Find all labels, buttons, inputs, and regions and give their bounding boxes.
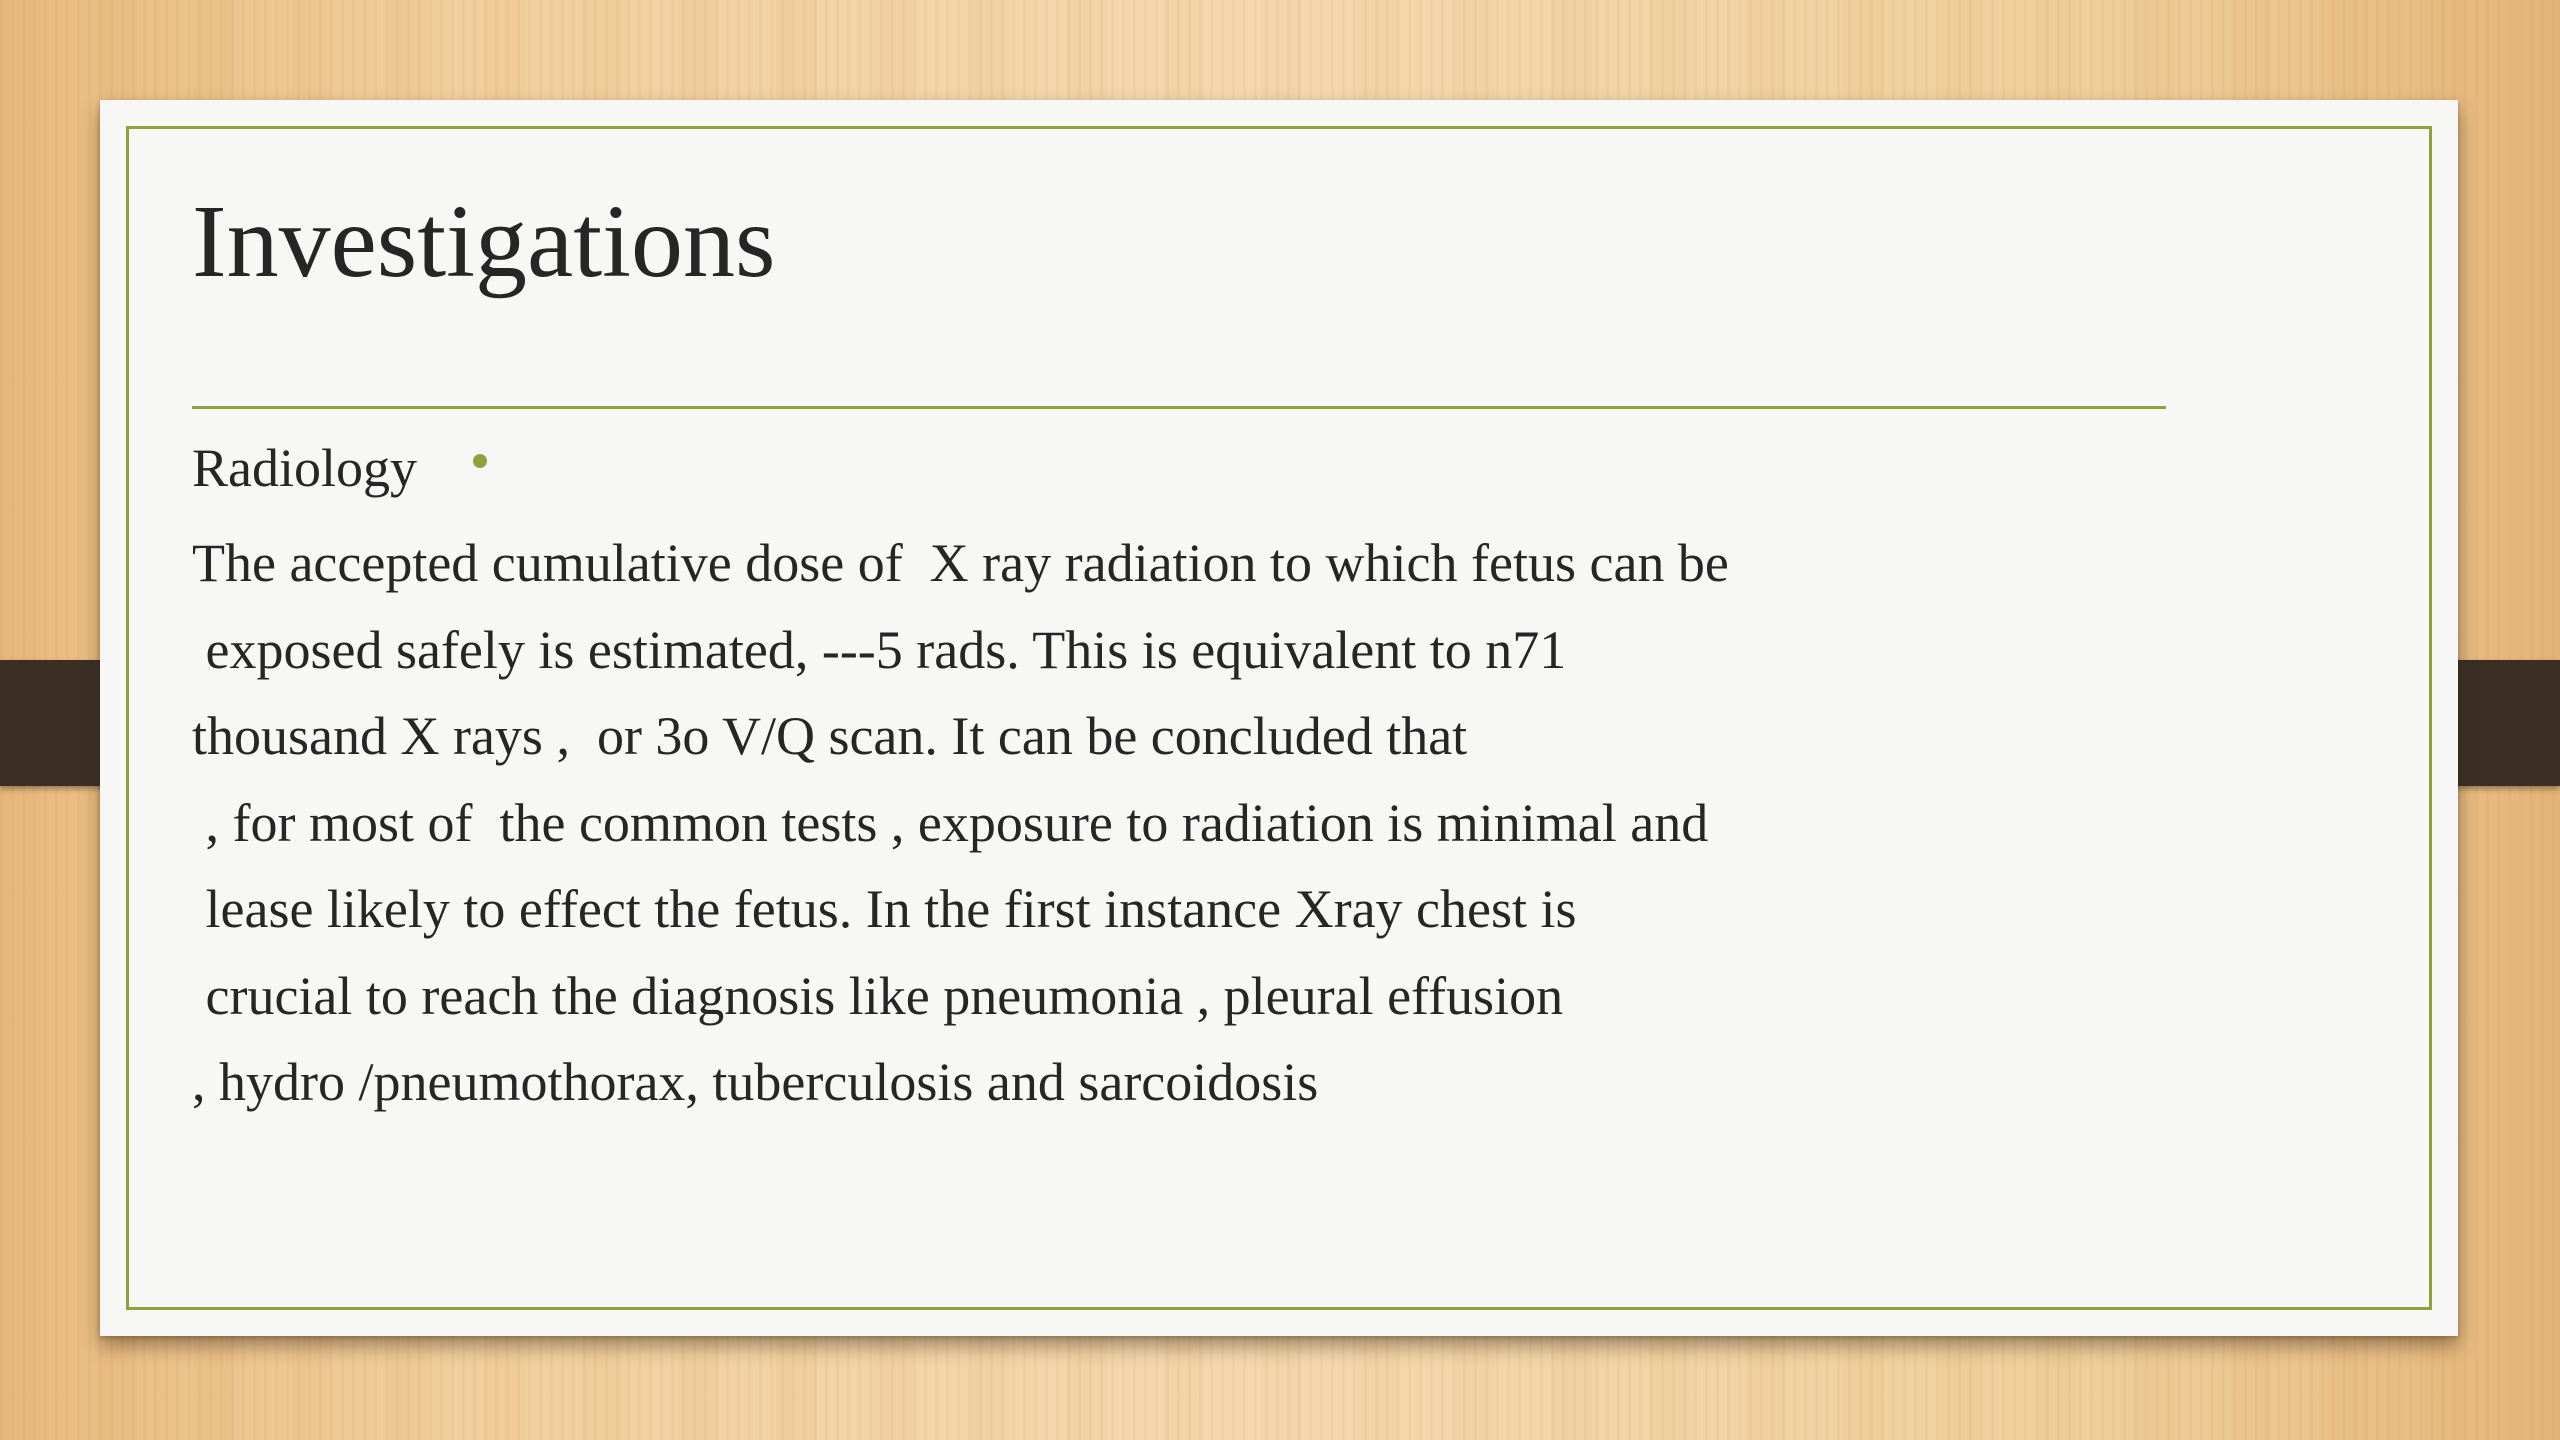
body-line: exposed safely is estimated, ---5 rads. This is equivalent to n71 <box>192 619 1567 680</box>
body-line: , hydro /pneumothorax, tuberculosis and sarcoidosis <box>192 1052 1319 1112</box>
subheading-text: Radiology <box>192 438 417 498</box>
slide-body <box>192 520 1729 1126</box>
title-divider <box>192 406 2166 409</box>
subheading-row <box>192 436 487 501</box>
body-line: lease likely to effect the fetus. In the first instance Xray chest is <box>192 879 1577 939</box>
bullet-icon <box>473 454 487 468</box>
body-line: The accepted cumulative dose of X ray radiation to which fetus can be <box>192 533 1729 593</box>
body-line: crucial to reach the diagnosis like pneumonia , pleural effusion <box>192 965 1564 1026</box>
slide-title: Investigations <box>192 184 776 299</box>
body-line: , for most of the common tests , exposure to radiation is minimal and <box>192 792 1709 853</box>
body-line: thousand X rays , or 3o V/Q scan. It can be concluded that <box>192 706 1468 766</box>
